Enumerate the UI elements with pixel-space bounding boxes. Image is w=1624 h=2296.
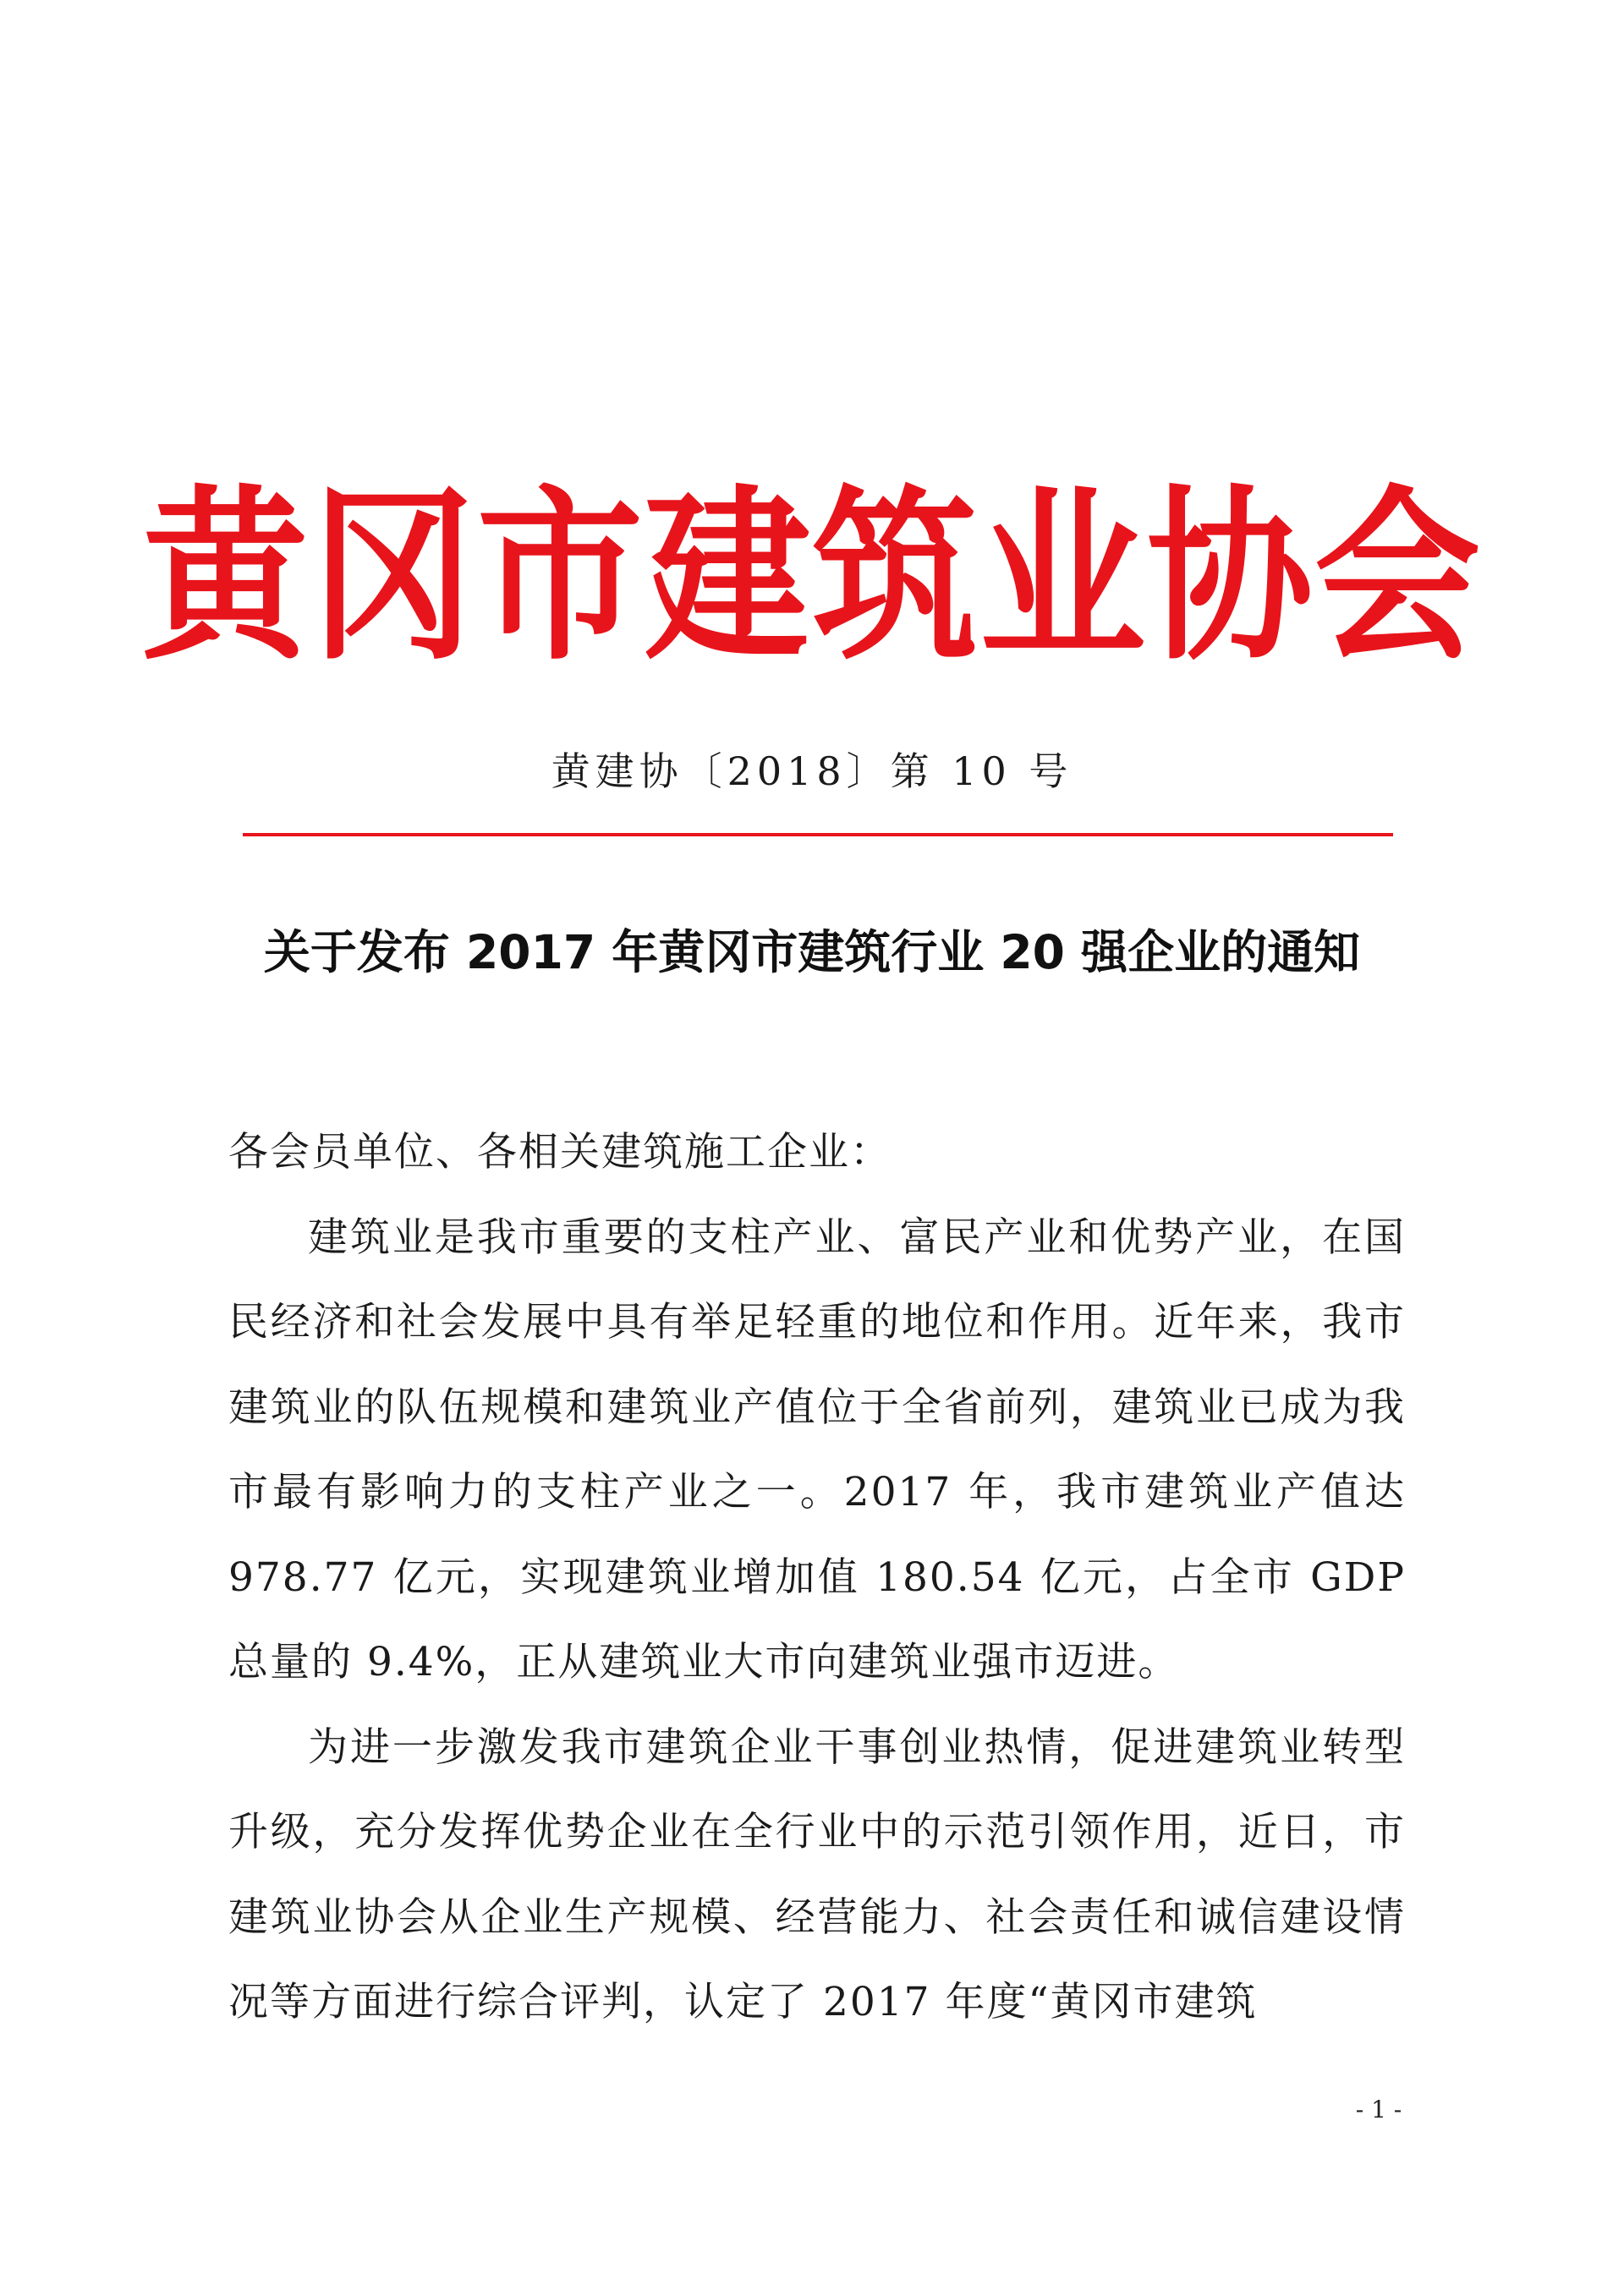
salutation: 各会员单位、各相关建筑施工企业： (228, 1129, 892, 1175)
masthead-organization: 黄冈市建筑业协会 (141, 469, 1482, 686)
document-title: 关于发布 2017 年黄冈市建筑行业 20 强企业的通知 (263, 925, 1361, 979)
document-body (228, 1110, 1406, 2046)
page-number: - 1 - (1355, 2096, 1402, 2123)
body-paragraph-1: 建筑业是我市重要的支柱产业、富民产业和优势产业，在国民经济和社会发展中具有举足轻重的地位和作用。近年来，我市建筑业的队伍规模和建筑业产值位于全省前列，建筑业已成为我市最有影响力的支柱产业之一。2017 年，我市建筑业产值达 978.77 亿元，实现建筑业增加值 180.54 亿元，占全市 GDP 总量的 9.4%，正从建筑业大市向建筑业强市迈进。 (228, 1214, 1406, 1685)
red-divider-rule (243, 833, 1393, 836)
document-number: 黄建协〔2018〕第 10 号 (551, 748, 1073, 794)
body-paragraph-2: 为进一步激发我市建筑企业干事创业热情，促进建筑业转型升级，充分发挥优势企业在全行业中的示范引领作用，近日，市建筑业协会从企业生产规模、经营能力、社会责任和诚信建设情况等方面进行综合评判，认定了 2017 年度“黄冈市建筑 (228, 1723, 1406, 2025)
